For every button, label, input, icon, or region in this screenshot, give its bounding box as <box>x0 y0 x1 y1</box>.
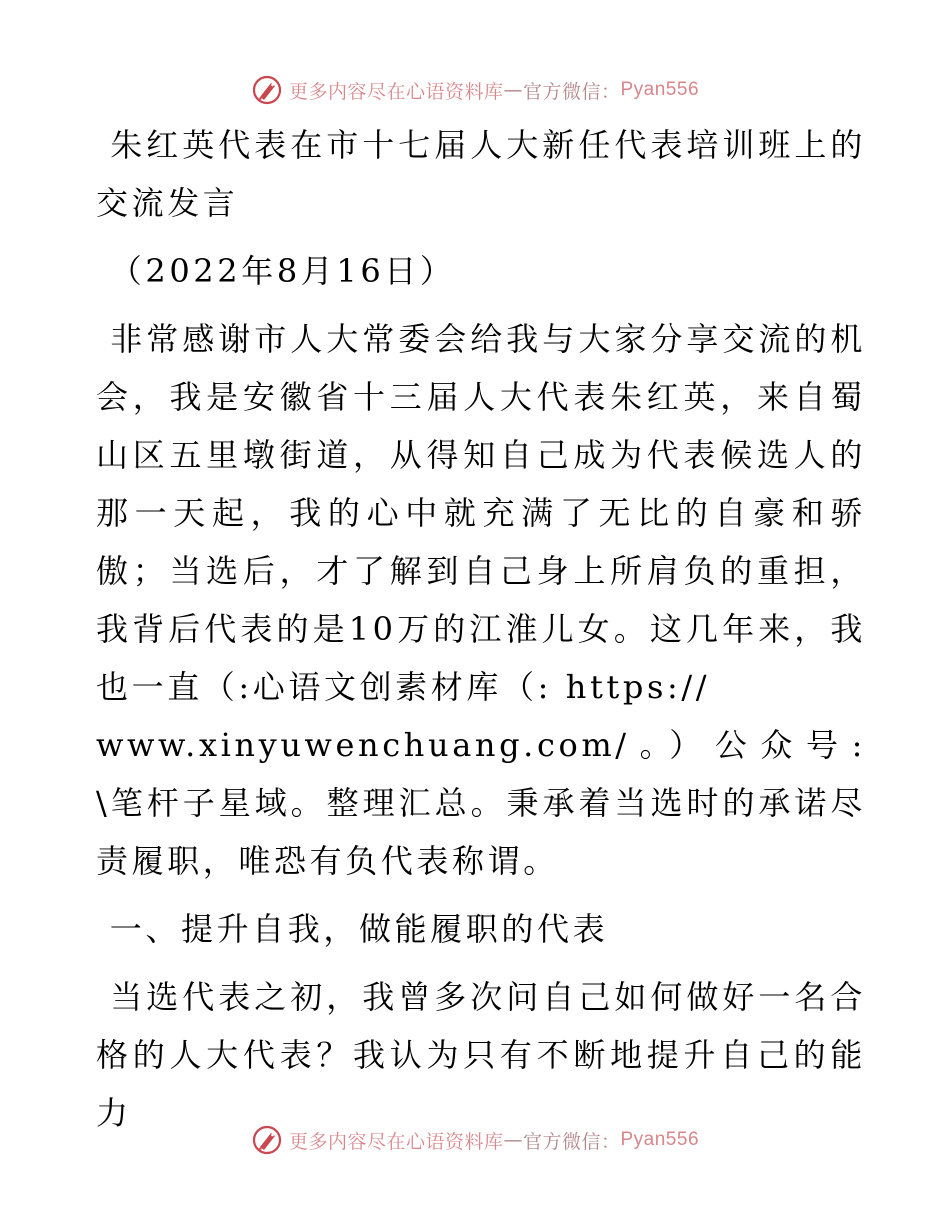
banner-separator: — <box>503 79 523 101</box>
footer-watermark-banner <box>0 1122 950 1158</box>
paragraph-section-1: 当选代表之初，我曾多次问自己如何做好一名合格的人大代表？我认为只有不断地提升自己的能力 <box>96 978 866 1132</box>
banner-official-label: 官方微信： <box>522 1130 621 1153</box>
banner-official-label: 官方微信： <box>522 80 621 103</box>
pen-nib-logo-icon <box>251 1124 283 1156</box>
banner-text: 更多内容尽在心语资料库 <box>288 1130 504 1153</box>
section-heading-1: 一、提升自我，做能履职的代表 <box>96 910 609 948</box>
document-date: （2022年8月16日） <box>96 252 456 290</box>
document-title: 朱红英代表在市十七届人大新任代表培训班上的交流发言 <box>96 126 866 222</box>
banner-wechat-id: Pyan556 <box>620 79 700 100</box>
pen-nib-logo-icon <box>251 74 283 106</box>
header-watermark-banner <box>0 72 950 108</box>
document-body <box>96 116 866 1142</box>
banner-separator: — <box>503 1129 523 1151</box>
banner-wechat-id: Pyan556 <box>620 1129 700 1150</box>
paragraph-intro: 非常感谢市人大常委会给我与大家分享交流的机会，我是安徽省十三届人大代表朱红英，来自蜀山区五里墩街道，从得知自己成为代表候选人的那一天起，我的心中就充满了无比的自豪和骄傲；当选后，才了解到自己身上所肩负的重担，我背后代表的是10万的江淮儿女。这几年来，我也一直（:心语文创素材库（: https:// www.xinyuwenchuang.com/。）公众号: \笔杆子星域。整理汇总。秉承着当选时的承诺尽责履职，唯恐有负代表称谓。 <box>96 320 866 880</box>
banner-text: 更多内容尽在心语资料库 <box>288 80 504 103</box>
